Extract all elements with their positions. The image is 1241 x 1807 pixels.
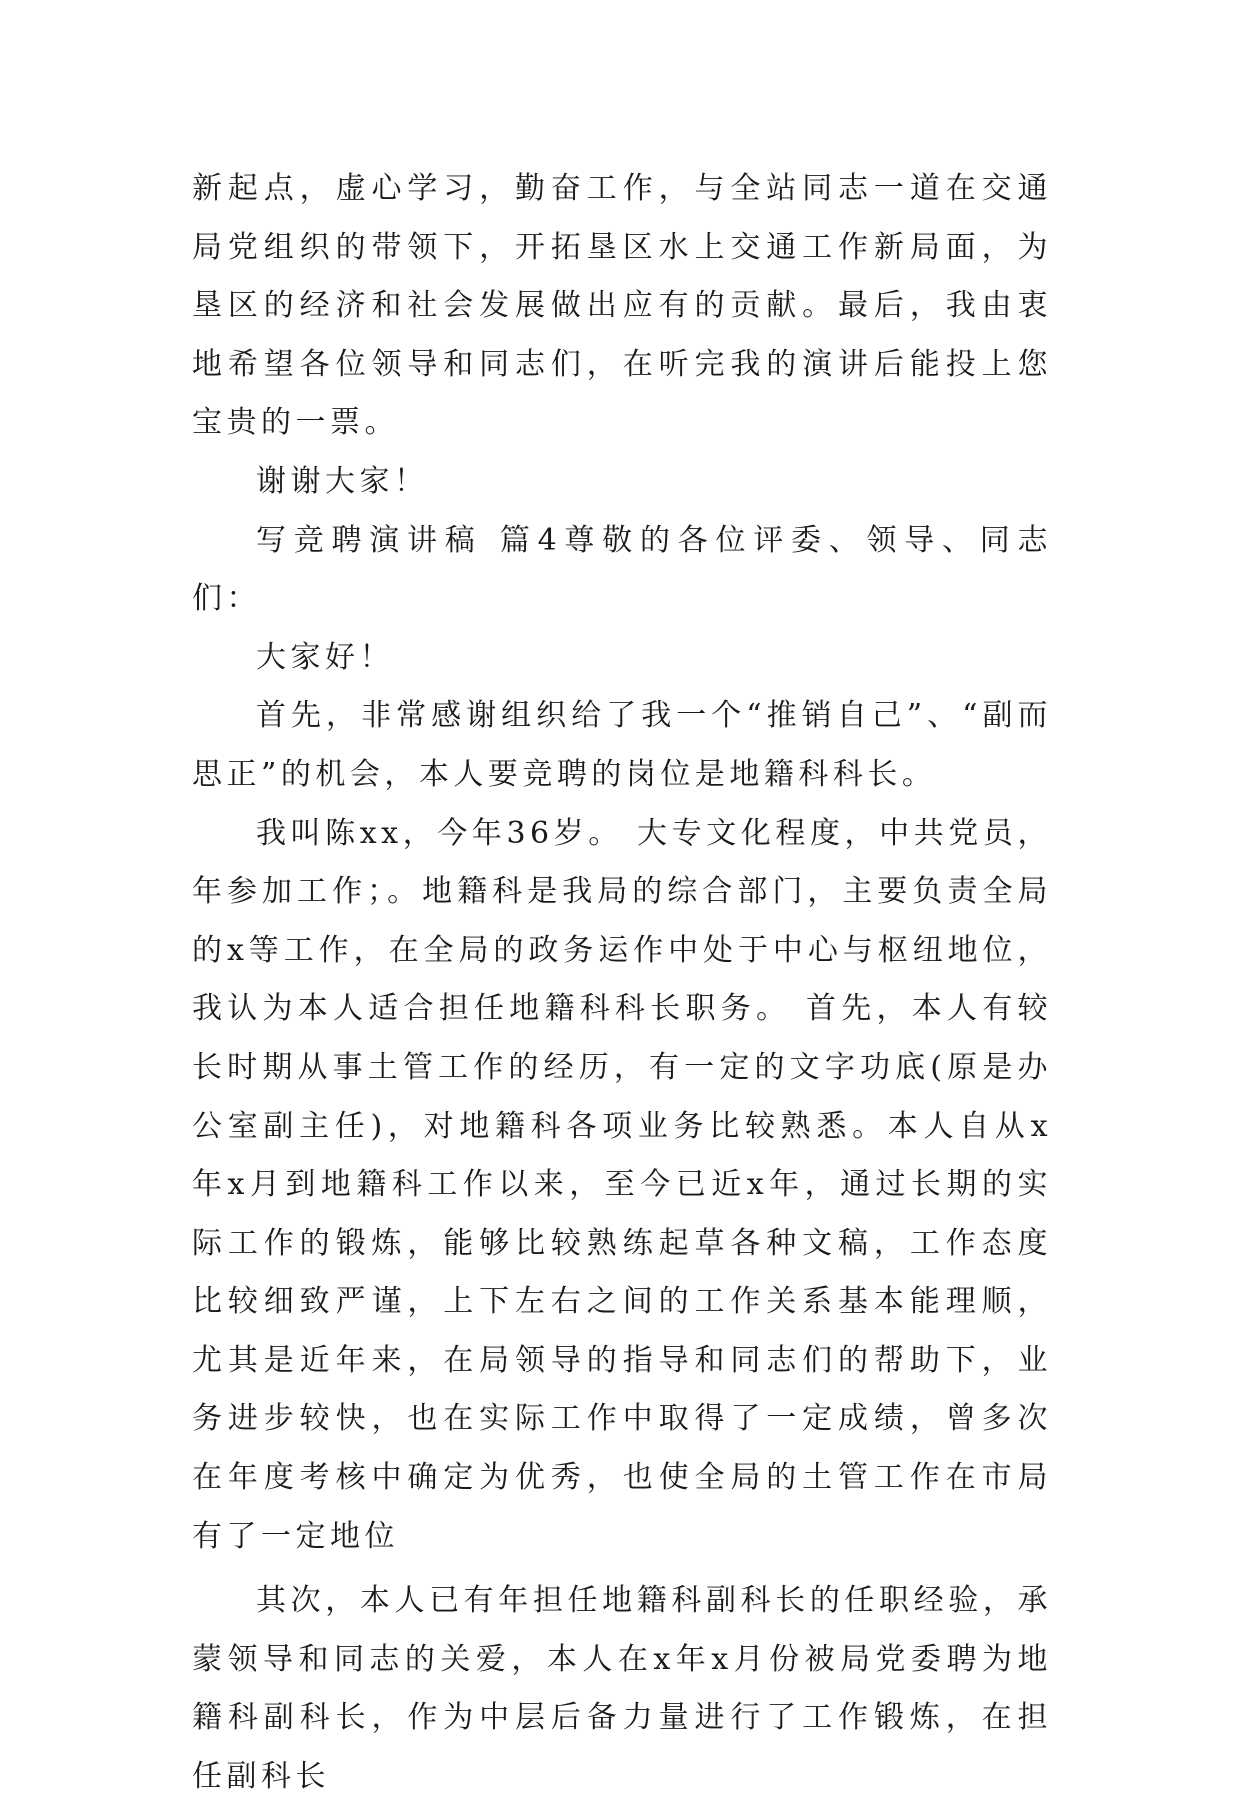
paragraph-5: 首先，非常感谢组织给了我一个“推销自己”、“副而思正”的机会，本人要竞聘的岗位是地籍科科长。 <box>192 698 1052 792</box>
paragraph-1: 新起点，虚心学习，勤奋工作，与全站同志一道在交通局党组织的带领下，开拓垦区水上交通工作新局面，为垦区的经济和社会发展做出应有的贡献。最后，我由衷地希望各位领导和同志们，在听完我的演讲后能投上您宝贵的一票。 <box>192 171 1052 441</box>
paragraph-6: 我叫陈xx，今年36岁。 大专文化程度，中共党员，年参加工作；。地籍科是我局的综合部门，主要负责全局的x等工作，在全局的政务运作中处于中心与枢纽地位，我认为本人适合担任地籍科科长职务。 首先，本人有较长时期从事土管工作的经历，有一定的文字功底(原是办公室副主任)，对地籍科各项业务比较熟悉。本人自从x年x月到地籍科工作以来，至今已近x年，通过长期的实际工作的锻炼，能够比较熟练起草各种文稿，工作态度比较细致严谨，上下左右之间的工作关系基本能理顺，尤其是近年来，在局领导的指导和同志们的帮助下，业务进步较快，也在实际工作中取得了一定成绩，曾多次在年度考核中确定为优秀，也使全局的土管工作在市局有了一定地位 <box>192 815 1052 1554</box>
paragraph-4: 大家好！ <box>256 639 394 675</box>
paragraph-7: 其次，本人已有年担任地籍科副科长的任职经验，承蒙领导和同志的关爱，本人在x年x月份被局党委聘为地籍科副科长，作为中层后备力量进行了工作锻炼，在担任副科长 <box>192 1583 1052 1795</box>
paragraph-2: 谢谢大家！ <box>256 463 429 499</box>
document-body <box>192 160 1052 1807</box>
paragraph-3: 写竞聘演讲稿 篇4尊敬的各位评委、领导、同志们： <box>192 522 1052 617</box>
